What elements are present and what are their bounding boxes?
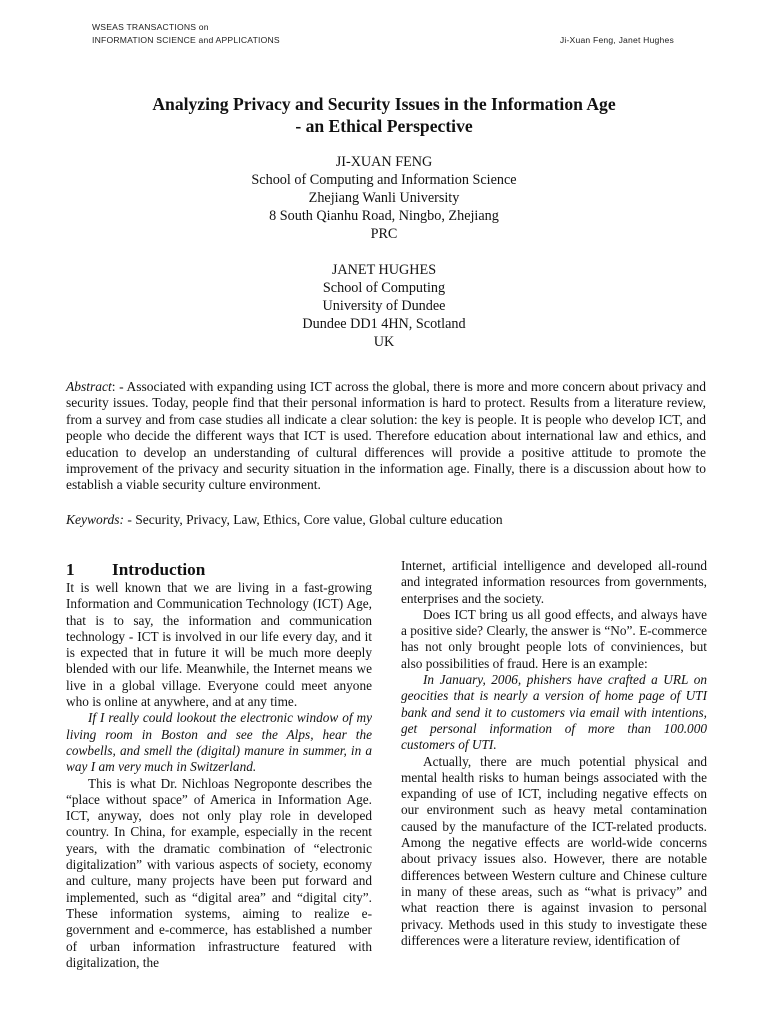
journal-name-line2: INFORMATION SCIENCE and APPLICATIONS	[92, 35, 280, 45]
block-quote: If I really could lookout the electronic window of my living room in Boston and see the Alps, hear the cowbells, and smell the (digital) manure in summer, in a way I am very much in Switzerland.	[66, 710, 372, 775]
body-paragraph: This is what Dr. Nichloas Negroponte describes the “place without space” of America in Information Age. ICT, anyway, does not only play role in developed country. In China, for example, especially in the recent years, with the dramatic combination of “electronic digitalization” with various aspects of society, economy and culture, many projects have been put forward and implemented, such as “digital area” and “digital city”. These information systems, aiming to realize e-government and e-commerce, has established a number of urban information infrastructure featured with digitalization, the	[66, 775, 372, 970]
body-paragraph: Actually, there are much potential physical and mental health risks to human beings associated with the expanding of use of ICT, including negative effects on our environment such as heavy metal contamination caused by the manufacture of the ICT-related products. Among the negative effects are world-wide concerns about privacy issues also. However, there are notable differences between Western culture and Chinese culture in many of these areas, such as “what is privacy” and what reaction there is against invasion to personal privacy. Methods used in this study to investigate these differences were a literature review, identification of	[401, 753, 707, 948]
block-quote: In January, 2006, phishers have crafted a URL on geocities that is nearly a version of home page of UTI bank and send it to customers via email with intentions, get personal information of more than 100.000 customers of UTI.	[401, 672, 707, 753]
author-block-2	[60, 261, 708, 351]
abstract	[66, 379, 706, 494]
author-name: JANET HUGHES	[331, 262, 437, 278]
keywords-label: Keywords:	[66, 512, 124, 527]
body-column-left	[66, 558, 372, 971]
section-heading	[66, 558, 372, 580]
abstract-text: : - Associated with expanding using ICT across the global, there is more and more concern about privacy and security issues. Today, people find that their personal information is hard to protect. Results from a literature review, from a survey and from case studies all indicate a clear solution: the key is people. It is people who develop ICT, and people who decide the different ways that ICT is used. Therefore education about international law and ethics, and education to develop an understanding of cultural differences will provide a positive attitude to promote the improvement of the privacy and security situation in the information age. Finally, there is a discussion about how to establish a viable security culture environment.	[66, 379, 706, 493]
title-line-1: Analyzing Privacy and Security Issues in the Information Age	[152, 94, 616, 114]
affiliation-line: 8 South Qianhu Road, Ningbo, Zhejiang	[269, 208, 499, 224]
affiliation-line: PRC	[370, 226, 398, 242]
affiliation-line: Zhejiang Wanli University	[308, 190, 460, 206]
paper-title	[60, 93, 708, 137]
body-column-right	[401, 558, 707, 949]
author-name: JI-XUAN FENG	[335, 154, 433, 170]
affiliation-line: UK	[373, 334, 395, 350]
running-header-journal	[92, 21, 280, 47]
title-line-2: - an Ethical Perspective	[295, 116, 473, 136]
affiliation-line: Dundee DD1 4HN, Scotland	[302, 316, 466, 332]
body-paragraph: Does ICT bring us all good effects, and always have a positive side? Clearly, the answer is “No”. E-commerce has not only brought people lots of conviniences, but also possibilities of fraud. Here is an example:	[401, 606, 707, 671]
section-number: 1	[66, 560, 75, 579]
keywords-text: - Security, Privacy, Law, Ethics, Core value, Global culture education	[124, 512, 503, 527]
running-header-authors: Ji-Xuan Feng, Janet Hughes	[559, 35, 674, 45]
body-paragraph: Internet, artificial intelligence and developed all-round and integrated information resources from governments, enterprises and the society.	[401, 558, 707, 606]
affiliation-line: School of Computing and Information Science	[251, 172, 517, 188]
affiliation-line: School of Computing	[322, 280, 446, 296]
author-block-1	[60, 153, 708, 243]
section-title: Introduction	[112, 560, 206, 579]
journal-name-line1: WSEAS TRANSACTIONS on	[92, 22, 209, 32]
body-paragraph: It is well known that we are living in a fast-growing Information and Communication Technology (ICT) Age, that is to say, the information and communication technology - ICT is involved in our life every day, and it is expected that in future it will be much more deeply blended with our life. Meanwhile, the Internet means we live in a global village. Everyone could meet anyone who is online at anywhere, and at any time.	[66, 580, 372, 710]
affiliation-line: University of Dundee	[322, 298, 446, 314]
abstract-label: Abstract	[66, 379, 112, 394]
keywords	[66, 512, 706, 528]
